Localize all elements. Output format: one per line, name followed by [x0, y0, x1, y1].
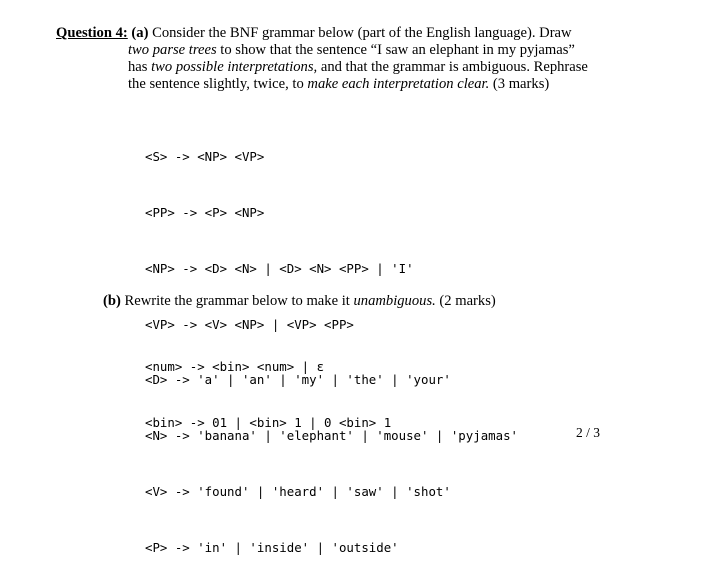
question-line-3	[128, 59, 588, 76]
question-emphasis-2: two possible interpretations,	[151, 59, 318, 75]
grammar-b-block	[145, 321, 391, 451]
grammar-a-rule: <V> -> 'found' | 'heard' | 'saw' | 'shot'	[145, 483, 451, 499]
part-b-text-1: Rewrite the grammar below to make it	[124, 293, 354, 309]
question-text-1: Consider the BNF grammar below (part of the English language). Draw	[152, 25, 572, 41]
grammar-a-rule: <D> -> 'a' | 'an' | 'my' | 'the' | 'your'	[145, 372, 451, 388]
part-b-label: (b)	[103, 293, 121, 309]
question-text-3b: and that the grammar is ambiguous. Rephrase	[317, 59, 588, 75]
question-text-4a: the sentence slightly, twice, to	[128, 76, 308, 92]
grammar-b-rule: <num> -> <bin> <num> | ε	[145, 359, 325, 375]
question-text-3a: has	[128, 59, 152, 75]
question-line-1	[56, 25, 572, 42]
question-text-4b: (3 marks)	[489, 76, 550, 92]
grammar-a-rule: <P> -> 'in' | 'inside' | 'outside'	[145, 539, 399, 555]
question-line-2	[128, 42, 575, 59]
question-label: Question 4:	[56, 25, 128, 41]
grammar-b-rule: <bin> -> 01 | <bin> 1 | 0 <bin> 1	[145, 414, 392, 430]
part-b-emphasis: unambiguous.	[353, 293, 436, 309]
question-emphasis-3: make each interpretation clear.	[307, 76, 490, 92]
question-emphasis-1: two parse trees	[128, 42, 217, 58]
page-number: 2 / 3	[576, 425, 601, 440]
question-text-2: to show that the sentence “I saw an elephant in my pyjamas”	[216, 42, 575, 58]
grammar-a-rule: <PP> -> <P> <NP>	[145, 204, 265, 220]
question-line-4	[128, 76, 549, 93]
part-b-text-2: (2 marks)	[435, 293, 496, 309]
grammar-a-rule: <VP> -> <V> <NP> | <VP> <PP>	[145, 316, 354, 332]
question-4-part-b	[103, 293, 496, 310]
part-a-label: (a)	[131, 25, 149, 41]
grammar-a-rule: <NP> -> <D> <N> | <D> <N> <PP> | 'I'	[145, 260, 414, 276]
grammar-a-rule: <S> -> <NP> <VP>	[145, 149, 265, 165]
grammar-a-rule: <N> -> 'banana' | 'elephant' | 'mouse' | 'pyjamas'	[145, 428, 518, 444]
